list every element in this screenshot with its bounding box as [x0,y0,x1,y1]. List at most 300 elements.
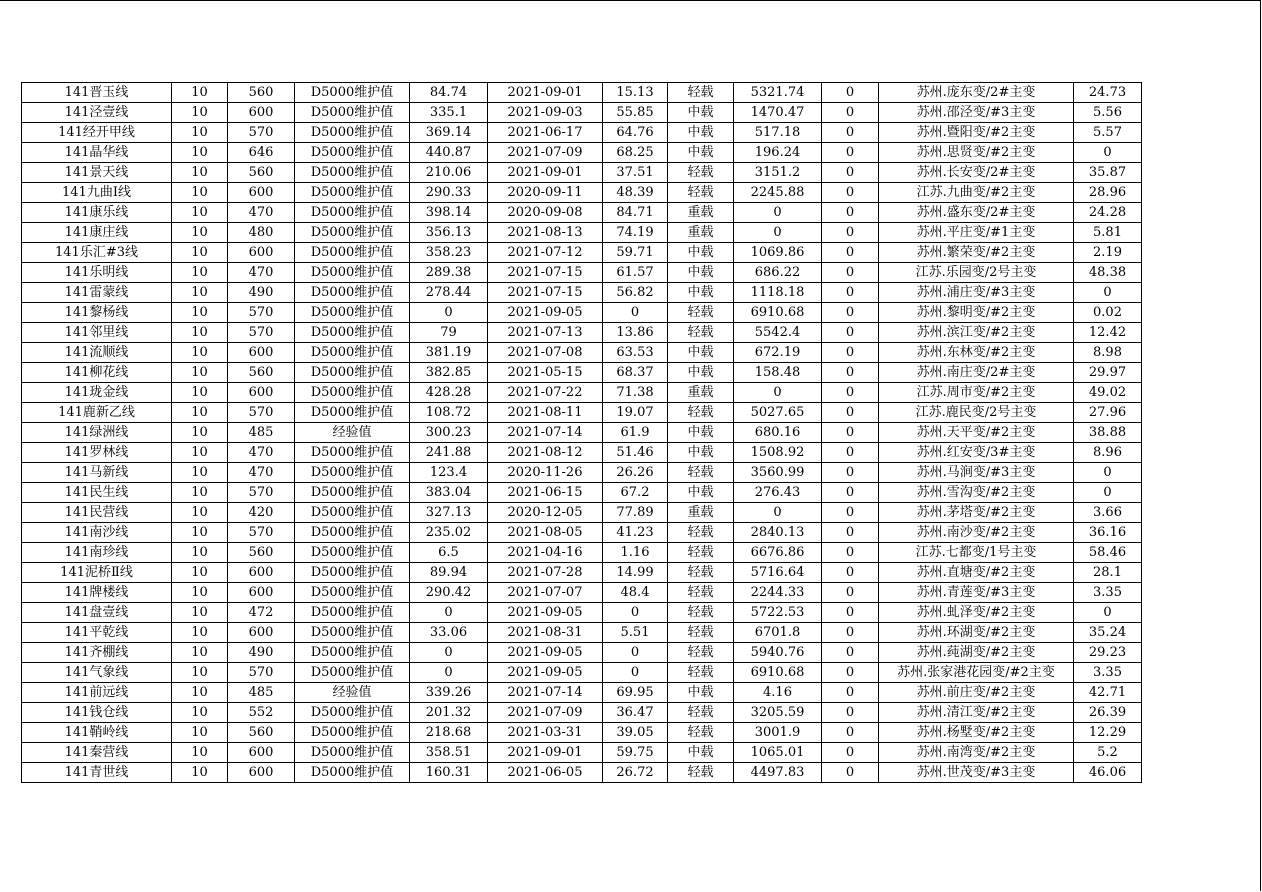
value-cell[interactable]: 84.74 [410,83,488,103]
ratio-cell[interactable]: 74.19 [603,223,668,243]
ratio-cell[interactable]: 69.95 [603,683,668,703]
value-type-cell[interactable]: D5000维护值 [295,543,410,563]
value-cell[interactable]: 290.33 [410,183,488,203]
value-cell[interactable]: 339.26 [410,683,488,703]
voltage-cell[interactable]: 10 [172,243,228,263]
substation-cell[interactable]: 苏州.东林变/#2主变 [879,343,1074,363]
ratio-cell[interactable]: 59.71 [603,243,668,263]
line-name-cell[interactable]: 141邻里线 [22,323,172,343]
capacity-cell[interactable]: 485 [228,683,295,703]
margin-cell[interactable]: 2840.13 [734,523,822,543]
zero-cell[interactable]: 0 [822,283,879,303]
voltage-cell[interactable]: 10 [172,643,228,663]
value-type-cell[interactable]: D5000维护值 [295,203,410,223]
value-type-cell[interactable]: D5000维护值 [295,263,410,283]
load-status-cell[interactable]: 轻载 [668,463,734,483]
value-cell[interactable]: 218.68 [410,723,488,743]
voltage-cell[interactable]: 10 [172,283,228,303]
value-cell[interactable]: 383.04 [410,483,488,503]
date-cell[interactable]: 2021-09-05 [488,603,603,623]
capacity-cell[interactable]: 560 [228,723,295,743]
load-status-cell[interactable]: 重载 [668,383,734,403]
load-status-cell[interactable]: 中载 [668,343,734,363]
value-type-cell[interactable]: D5000维护值 [295,303,410,323]
ratio-cell[interactable]: 55.85 [603,103,668,123]
value-cell[interactable]: 335.1 [410,103,488,123]
zero-cell[interactable]: 0 [822,723,879,743]
last-value-cell[interactable]: 5.56 [1074,103,1142,123]
zero-cell[interactable]: 0 [822,163,879,183]
value-type-cell[interactable]: D5000维护值 [295,503,410,523]
date-cell[interactable]: 2021-09-01 [488,743,603,763]
date-cell[interactable]: 2021-07-07 [488,583,603,603]
capacity-cell[interactable]: 420 [228,503,295,523]
capacity-cell[interactable]: 570 [228,403,295,423]
margin-cell[interactable]: 3001.9 [734,723,822,743]
date-cell[interactable]: 2021-04-16 [488,543,603,563]
ratio-cell[interactable]: 26.72 [603,763,668,783]
substation-cell[interactable]: 苏州.繁荣变/#2主变 [879,243,1074,263]
value-cell[interactable]: 356.13 [410,223,488,243]
date-cell[interactable]: 2021-09-05 [488,643,603,663]
load-status-cell[interactable]: 中载 [668,143,734,163]
capacity-cell[interactable]: 600 [228,743,295,763]
line-name-cell[interactable]: 141康乐线 [22,203,172,223]
load-status-cell[interactable]: 轻载 [668,583,734,603]
value-type-cell[interactable]: D5000维护值 [295,603,410,623]
value-cell[interactable]: 0 [410,303,488,323]
date-cell[interactable]: 2021-07-15 [488,263,603,283]
value-cell[interactable]: 289.38 [410,263,488,283]
capacity-cell[interactable]: 646 [228,143,295,163]
load-status-cell[interactable]: 重载 [668,203,734,223]
value-type-cell[interactable]: D5000维护值 [295,623,410,643]
last-value-cell[interactable]: 12.42 [1074,323,1142,343]
ratio-cell[interactable]: 1.16 [603,543,668,563]
last-value-cell[interactable]: 8.98 [1074,343,1142,363]
ratio-cell[interactable]: 59.75 [603,743,668,763]
ratio-cell[interactable]: 67.2 [603,483,668,503]
date-cell[interactable]: 2021-09-05 [488,663,603,683]
zero-cell[interactable]: 0 [822,223,879,243]
load-status-cell[interactable]: 轻载 [668,523,734,543]
load-status-cell[interactable]: 中载 [668,423,734,443]
voltage-cell[interactable]: 10 [172,163,228,183]
capacity-cell[interactable]: 600 [228,763,295,783]
line-name-cell[interactable]: 141民营线 [22,503,172,523]
line-name-cell[interactable]: 141齐棚线 [22,643,172,663]
load-status-cell[interactable]: 轻载 [668,663,734,683]
ratio-cell[interactable]: 68.37 [603,363,668,383]
capacity-cell[interactable]: 470 [228,443,295,463]
load-status-cell[interactable]: 中载 [668,743,734,763]
date-cell[interactable]: 2021-07-13 [488,323,603,343]
value-type-cell[interactable]: D5000维护值 [295,663,410,683]
line-name-cell[interactable]: 141鞘岭线 [22,723,172,743]
zero-cell[interactable]: 0 [822,583,879,603]
substation-cell[interactable]: 江苏.周市变/#2主变 [879,383,1074,403]
margin-cell[interactable]: 5321.74 [734,83,822,103]
ratio-cell[interactable]: 0 [603,303,668,323]
last-value-cell[interactable]: 38.88 [1074,423,1142,443]
zero-cell[interactable]: 0 [822,743,879,763]
margin-cell[interactable]: 1118.18 [734,283,822,303]
zero-cell[interactable]: 0 [822,523,879,543]
substation-cell[interactable]: 苏州.长安变/2#主变 [879,163,1074,183]
line-name-cell[interactable]: 141南珍线 [22,543,172,563]
value-cell[interactable]: 369.14 [410,123,488,143]
voltage-cell[interactable]: 10 [172,443,228,463]
capacity-cell[interactable]: 570 [228,663,295,683]
date-cell[interactable]: 2021-06-05 [488,763,603,783]
value-type-cell[interactable]: D5000维护值 [295,163,410,183]
margin-cell[interactable]: 4497.83 [734,763,822,783]
line-name-cell[interactable]: 141雷蒙线 [22,283,172,303]
line-name-cell[interactable]: 141平乾线 [22,623,172,643]
substation-cell[interactable]: 苏州.雪沟变/#2主变 [879,483,1074,503]
date-cell[interactable]: 2020-11-26 [488,463,603,483]
voltage-cell[interactable]: 10 [172,723,228,743]
value-cell[interactable]: 398.14 [410,203,488,223]
substation-cell[interactable]: 苏州.南沙变/#2主变 [879,523,1074,543]
value-cell[interactable]: 201.32 [410,703,488,723]
zero-cell[interactable]: 0 [822,423,879,443]
date-cell[interactable]: 2021-06-15 [488,483,603,503]
ratio-cell[interactable]: 14.99 [603,563,668,583]
voltage-cell[interactable]: 10 [172,203,228,223]
value-type-cell[interactable]: D5000维护值 [295,183,410,203]
ratio-cell[interactable]: 5.51 [603,623,668,643]
value-cell[interactable]: 79 [410,323,488,343]
line-name-cell[interactable]: 141景天线 [22,163,172,183]
voltage-cell[interactable]: 10 [172,343,228,363]
capacity-cell[interactable]: 490 [228,643,295,663]
date-cell[interactable]: 2021-07-14 [488,423,603,443]
load-status-cell[interactable]: 中载 [668,443,734,463]
value-type-cell[interactable]: D5000维护值 [295,223,410,243]
value-type-cell[interactable]: D5000维护值 [295,343,410,363]
zero-cell[interactable]: 0 [822,643,879,663]
zero-cell[interactable]: 0 [822,183,879,203]
voltage-cell[interactable]: 10 [172,663,228,683]
date-cell[interactable]: 2020-09-11 [488,183,603,203]
zero-cell[interactable]: 0 [822,543,879,563]
load-status-cell[interactable]: 轻载 [668,723,734,743]
load-status-cell[interactable]: 中载 [668,283,734,303]
load-status-cell[interactable]: 轻载 [668,703,734,723]
substation-cell[interactable]: 苏州.天平变/#2主变 [879,423,1074,443]
value-cell[interactable]: 358.23 [410,243,488,263]
voltage-cell[interactable]: 10 [172,423,228,443]
capacity-cell[interactable]: 600 [228,583,295,603]
last-value-cell[interactable]: 12.29 [1074,723,1142,743]
date-cell[interactable]: 2021-08-31 [488,623,603,643]
substation-cell[interactable]: 苏州.浦庄变/#3主变 [879,283,1074,303]
load-status-cell[interactable]: 轻载 [668,623,734,643]
margin-cell[interactable]: 1065.01 [734,743,822,763]
date-cell[interactable]: 2021-07-09 [488,143,603,163]
margin-cell[interactable]: 5722.53 [734,603,822,623]
date-cell[interactable]: 2021-09-01 [488,83,603,103]
date-cell[interactable]: 2021-09-01 [488,163,603,183]
last-value-cell[interactable]: 5.57 [1074,123,1142,143]
margin-cell[interactable]: 1508.92 [734,443,822,463]
capacity-cell[interactable]: 552 [228,703,295,723]
value-cell[interactable]: 381.19 [410,343,488,363]
load-status-cell[interactable]: 重载 [668,223,734,243]
value-type-cell[interactable]: D5000维护值 [295,83,410,103]
voltage-cell[interactable]: 10 [172,583,228,603]
margin-cell[interactable]: 2245.88 [734,183,822,203]
line-name-cell[interactable]: 141民生线 [22,483,172,503]
capacity-cell[interactable]: 570 [228,123,295,143]
capacity-cell[interactable]: 560 [228,83,295,103]
zero-cell[interactable]: 0 [822,623,879,643]
voltage-cell[interactable]: 10 [172,123,228,143]
value-cell[interactable]: 428.28 [410,383,488,403]
ratio-cell[interactable]: 37.51 [603,163,668,183]
line-name-cell[interactable]: 141南沙线 [22,523,172,543]
substation-cell[interactable]: 苏州.庞东变/2#主变 [879,83,1074,103]
ratio-cell[interactable]: 39.05 [603,723,668,743]
voltage-cell[interactable]: 10 [172,103,228,123]
line-name-cell[interactable]: 141乐明线 [22,263,172,283]
load-status-cell[interactable]: 中载 [668,483,734,503]
value-type-cell[interactable]: D5000维护值 [295,323,410,343]
value-cell[interactable]: 235.02 [410,523,488,543]
substation-cell[interactable]: 苏州.青莲变/#3主变 [879,583,1074,603]
margin-cell[interactable]: 680.16 [734,423,822,443]
line-name-cell[interactable]: 141绿洲线 [22,423,172,443]
ratio-cell[interactable]: 51.46 [603,443,668,463]
substation-cell[interactable]: 苏州.莼湖变/#2主变 [879,643,1074,663]
zero-cell[interactable]: 0 [822,503,879,523]
value-cell[interactable]: 300.23 [410,423,488,443]
value-cell[interactable]: 278.44 [410,283,488,303]
value-type-cell[interactable]: D5000维护值 [295,103,410,123]
load-status-cell[interactable]: 轻载 [668,303,734,323]
last-value-cell[interactable]: 5.81 [1074,223,1142,243]
substation-cell[interactable]: 苏州.盛东变/2#主变 [879,203,1074,223]
value-type-cell[interactable]: D5000维护值 [295,463,410,483]
zero-cell[interactable]: 0 [822,463,879,483]
last-value-cell[interactable]: 58.46 [1074,543,1142,563]
load-status-cell[interactable]: 轻载 [668,163,734,183]
last-value-cell[interactable]: 3.35 [1074,583,1142,603]
value-type-cell[interactable]: D5000维护值 [295,143,410,163]
load-status-cell[interactable]: 轻载 [668,643,734,663]
date-cell[interactable]: 2020-09-08 [488,203,603,223]
voltage-cell[interactable]: 10 [172,683,228,703]
last-value-cell[interactable]: 5.2 [1074,743,1142,763]
value-type-cell[interactable]: D5000维护值 [295,723,410,743]
load-status-cell[interactable]: 轻载 [668,763,734,783]
date-cell[interactable]: 2021-09-03 [488,103,603,123]
date-cell[interactable]: 2021-08-05 [488,523,603,543]
ratio-cell[interactable]: 77.89 [603,503,668,523]
last-value-cell[interactable]: 8.96 [1074,443,1142,463]
ratio-cell[interactable]: 36.47 [603,703,668,723]
zero-cell[interactable]: 0 [822,323,879,343]
ratio-cell[interactable]: 41.23 [603,523,668,543]
ratio-cell[interactable]: 61.9 [603,423,668,443]
line-name-cell[interactable]: 141青世线 [22,763,172,783]
value-cell[interactable]: 123.4 [410,463,488,483]
value-type-cell[interactable]: D5000维护值 [295,643,410,663]
substation-cell[interactable]: 江苏.乐园变/2号主变 [879,263,1074,283]
capacity-cell[interactable]: 570 [228,323,295,343]
value-cell[interactable]: 358.51 [410,743,488,763]
value-type-cell[interactable]: 经验值 [295,683,410,703]
line-name-cell[interactable]: 141气象线 [22,663,172,683]
zero-cell[interactable]: 0 [822,563,879,583]
last-value-cell[interactable]: 0 [1074,283,1142,303]
date-cell[interactable]: 2021-08-13 [488,223,603,243]
value-cell[interactable]: 6.5 [410,543,488,563]
load-status-cell[interactable]: 中载 [668,243,734,263]
margin-cell[interactable]: 6701.8 [734,623,822,643]
date-cell[interactable]: 2021-03-31 [488,723,603,743]
line-name-cell[interactable]: 141黎杨线 [22,303,172,323]
value-cell[interactable]: 89.94 [410,563,488,583]
line-name-cell[interactable]: 141牌楼线 [22,583,172,603]
date-cell[interactable]: 2021-07-12 [488,243,603,263]
margin-cell[interactable]: 5716.64 [734,563,822,583]
line-name-cell[interactable]: 141九曲Ⅰ线 [22,183,172,203]
ratio-cell[interactable]: 56.82 [603,283,668,303]
capacity-cell[interactable]: 470 [228,463,295,483]
load-status-cell[interactable]: 轻载 [668,183,734,203]
load-status-cell[interactable]: 轻载 [668,603,734,623]
margin-cell[interactable]: 5940.76 [734,643,822,663]
ratio-cell[interactable]: 68.25 [603,143,668,163]
line-name-cell[interactable]: 141前远线 [22,683,172,703]
date-cell[interactable]: 2021-07-09 [488,703,603,723]
value-type-cell[interactable]: D5000维护值 [295,703,410,723]
substation-cell[interactable]: 苏州.思贤变/#2主变 [879,143,1074,163]
date-cell[interactable]: 2021-07-08 [488,343,603,363]
value-cell[interactable]: 210.06 [410,163,488,183]
value-type-cell[interactable]: D5000维护值 [295,583,410,603]
substation-cell[interactable]: 苏州.环湖变/#2主变 [879,623,1074,643]
zero-cell[interactable]: 0 [822,103,879,123]
value-type-cell[interactable]: 经验值 [295,423,410,443]
voltage-cell[interactable]: 10 [172,363,228,383]
ratio-cell[interactable]: 48.39 [603,183,668,203]
margin-cell[interactable]: 0 [734,503,822,523]
substation-cell[interactable]: 苏州.张家港花园变/#2主变 [879,663,1074,683]
value-type-cell[interactable]: D5000维护值 [295,523,410,543]
zero-cell[interactable]: 0 [822,663,879,683]
value-type-cell[interactable]: D5000维护值 [295,743,410,763]
value-cell[interactable]: 0 [410,603,488,623]
value-type-cell[interactable]: D5000维护值 [295,443,410,463]
voltage-cell[interactable]: 10 [172,303,228,323]
load-status-cell[interactable]: 中载 [668,263,734,283]
margin-cell[interactable]: 276.43 [734,483,822,503]
substation-cell[interactable]: 苏州.马涧变/#3主变 [879,463,1074,483]
line-name-cell[interactable]: 141钱仓线 [22,703,172,723]
zero-cell[interactable]: 0 [822,683,879,703]
line-name-cell[interactable]: 141马新线 [22,463,172,483]
substation-cell[interactable]: 苏州.清江变/#2主变 [879,703,1074,723]
ratio-cell[interactable]: 13.86 [603,323,668,343]
date-cell[interactable]: 2021-07-14 [488,683,603,703]
load-status-cell[interactable]: 轻载 [668,543,734,563]
margin-cell[interactable]: 3151.2 [734,163,822,183]
capacity-cell[interactable]: 600 [228,243,295,263]
substation-cell[interactable]: 江苏.七都变/1号主变 [879,543,1074,563]
last-value-cell[interactable]: 46.06 [1074,763,1142,783]
voltage-cell[interactable]: 10 [172,383,228,403]
last-value-cell[interactable]: 49.02 [1074,383,1142,403]
zero-cell[interactable]: 0 [822,363,879,383]
last-value-cell[interactable]: 0 [1074,463,1142,483]
margin-cell[interactable]: 1470.47 [734,103,822,123]
voltage-cell[interactable]: 10 [172,703,228,723]
zero-cell[interactable]: 0 [822,443,879,463]
zero-cell[interactable]: 0 [822,763,879,783]
margin-cell[interactable]: 517.18 [734,123,822,143]
substation-cell[interactable]: 江苏.鹿民变/2号主变 [879,403,1074,423]
substation-cell[interactable]: 苏州.红安变/3#主变 [879,443,1074,463]
capacity-cell[interactable]: 570 [228,483,295,503]
voltage-cell[interactable]: 10 [172,403,228,423]
margin-cell[interactable]: 4.16 [734,683,822,703]
substation-cell[interactable]: 苏州.茅塔变/#2主变 [879,503,1074,523]
last-value-cell[interactable]: 29.97 [1074,363,1142,383]
line-name-cell[interactable]: 141珑金线 [22,383,172,403]
margin-cell[interactable]: 672.19 [734,343,822,363]
ratio-cell[interactable]: 71.38 [603,383,668,403]
date-cell[interactable]: 2021-08-11 [488,403,603,423]
last-value-cell[interactable]: 27.96 [1074,403,1142,423]
voltage-cell[interactable]: 10 [172,83,228,103]
value-cell[interactable]: 33.06 [410,623,488,643]
substation-cell[interactable]: 苏州.直塘变/#2主变 [879,563,1074,583]
capacity-cell[interactable]: 490 [228,283,295,303]
ratio-cell[interactable]: 0 [603,603,668,623]
ratio-cell[interactable]: 61.57 [603,263,668,283]
zero-cell[interactable]: 0 [822,343,879,363]
date-cell[interactable]: 2021-07-28 [488,563,603,583]
margin-cell[interactable]: 6910.68 [734,303,822,323]
voltage-cell[interactable]: 10 [172,143,228,163]
ratio-cell[interactable]: 0 [603,663,668,683]
capacity-cell[interactable]: 485 [228,423,295,443]
ratio-cell[interactable]: 0 [603,643,668,663]
last-value-cell[interactable]: 28.1 [1074,563,1142,583]
capacity-cell[interactable]: 600 [228,383,295,403]
last-value-cell[interactable]: 2.19 [1074,243,1142,263]
last-value-cell[interactable]: 0 [1074,603,1142,623]
ratio-cell[interactable]: 84.71 [603,203,668,223]
line-name-cell[interactable]: 141罗林线 [22,443,172,463]
date-cell[interactable]: 2021-08-12 [488,443,603,463]
ratio-cell[interactable]: 19.07 [603,403,668,423]
value-cell[interactable]: 0 [410,643,488,663]
zero-cell[interactable]: 0 [822,243,879,263]
voltage-cell[interactable]: 10 [172,563,228,583]
load-status-cell[interactable]: 轻载 [668,403,734,423]
last-value-cell[interactable]: 35.87 [1074,163,1142,183]
date-cell[interactable]: 2021-07-15 [488,283,603,303]
last-value-cell[interactable]: 26.39 [1074,703,1142,723]
value-cell[interactable]: 108.72 [410,403,488,423]
value-type-cell[interactable]: D5000维护值 [295,123,410,143]
capacity-cell[interactable]: 560 [228,543,295,563]
voltage-cell[interactable]: 10 [172,543,228,563]
